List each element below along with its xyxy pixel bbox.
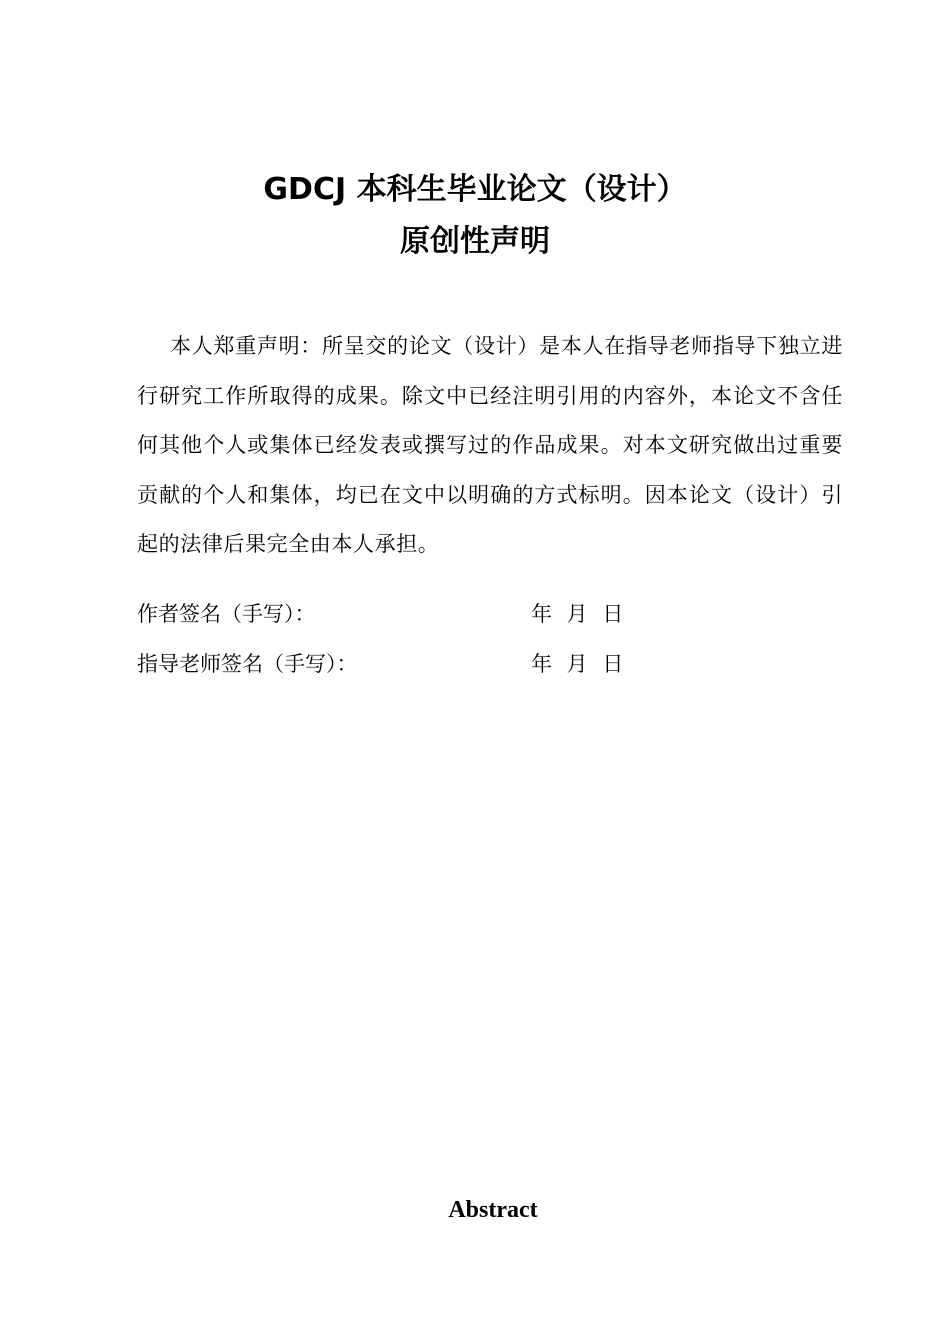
advisor-signature-date: 年 月 日	[531, 652, 628, 676]
advisor-signature-row	[137, 646, 837, 682]
author-signature-date: 年 月 日	[531, 602, 628, 626]
document-subtitle: 原创性声明	[400, 224, 550, 259]
author-signature-row	[137, 596, 837, 632]
declaration-paragraph: 本人郑重声明：所呈交的论文（设计）是本人在指导老师指导下独立进行研究工作所取得的成果。除文中已经注明引用的内容外，本论文不含任何其他个人或集体已经发表或撰写过的作品成果。对本文研究做出过重要贡献的个人和集体，均已在文中以明确的方式标明。因本论文（设计）引起的法律后果完全由本人承担。	[137, 334, 843, 556]
advisor-signature-label: 指导老师签名（手写）：	[137, 652, 358, 676]
author-signature-label: 作者签名（手写）：	[137, 602, 316, 626]
document-title: GDCJ 本科生毕业论文（设计）	[263, 172, 687, 207]
abstract-heading: Abstract	[448, 1197, 538, 1223]
